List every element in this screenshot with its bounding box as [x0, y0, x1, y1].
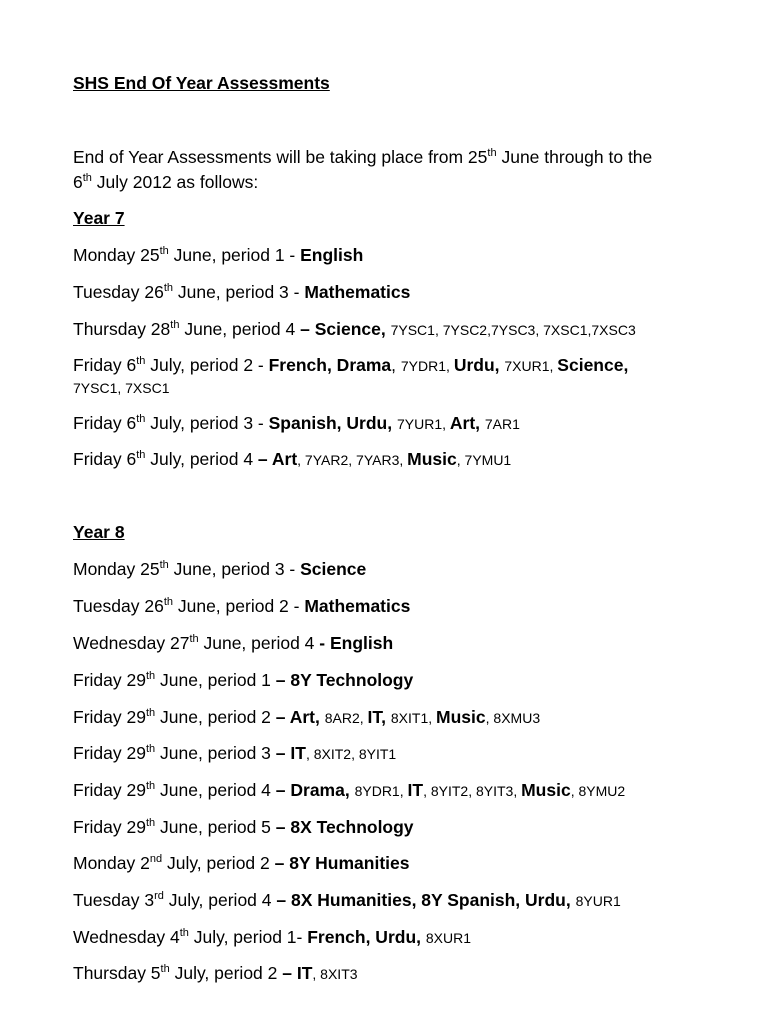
- assessment-day: Thursday 28: [73, 319, 171, 339]
- subject-name: – 8X Humanities, 8Y Spanish, Urdu,: [276, 890, 576, 910]
- schedule-row: [73, 318, 728, 341]
- date-ordinal: th: [159, 559, 169, 571]
- subject-name: - English: [319, 633, 394, 653]
- assessment-time: July, period 4: [163, 890, 277, 910]
- class-codes: 8AR2,: [324, 710, 368, 726]
- schedule-row: [73, 926, 728, 949]
- subject-name: Music: [407, 449, 457, 469]
- subject-name: – Art,: [275, 707, 325, 727]
- assessment-day: Friday 6: [73, 413, 137, 433]
- assessment-day: Wednesday 4: [73, 927, 180, 947]
- date-ordinal: nd: [149, 853, 163, 865]
- assessment-day: Tuesday 3: [73, 890, 155, 910]
- subject-name: – Science,: [300, 319, 391, 339]
- date-ordinal: th: [145, 780, 156, 792]
- schedule-row: [73, 742, 728, 765]
- date-ordinal: th: [159, 245, 169, 257]
- subject-name: Urdu,: [453, 355, 505, 375]
- assessment-time: July, period 1-: [188, 927, 308, 947]
- class-codes: , 8YMU2: [570, 783, 626, 799]
- date-ordinal: th: [145, 817, 156, 829]
- schedule-row-continuation: 7YSC1, 7XSC1: [73, 380, 170, 396]
- assessment-day: Monday 2: [73, 853, 150, 873]
- intro-line-1: [73, 146, 728, 168]
- assessment-day: Friday 6: [73, 355, 137, 375]
- date-ordinal: rd: [154, 890, 164, 902]
- date-ordinal: th: [145, 670, 156, 682]
- class-codes: , 8XMU3: [485, 710, 541, 726]
- assessment-day: Friday 29: [73, 817, 146, 837]
- assessment-day: Thursday 5: [73, 963, 161, 983]
- schedule-row: [73, 706, 728, 729]
- assessment-time: June, period 2: [155, 707, 276, 727]
- subject-name: IT: [407, 780, 424, 800]
- subject-name: French, Drama: [268, 355, 392, 375]
- subject-name: Music: [436, 707, 486, 727]
- assessment-time: June, period 3 -: [173, 282, 305, 302]
- class-codes: , 8XIT2, 8YIT1: [305, 746, 397, 762]
- subject-name: – Art: [257, 449, 298, 469]
- section-heading-year-8: Year 8: [73, 522, 125, 542]
- subject-name: – Drama,: [275, 780, 355, 800]
- subject-name: Mathematics: [304, 282, 411, 302]
- assessment-time: June, period 4: [179, 319, 301, 339]
- subject-name: – 8X Technology: [275, 817, 414, 837]
- intro-text: 6: [73, 172, 83, 192]
- assessment-time: July, period 2 -: [145, 355, 269, 375]
- class-codes: 7AR1: [484, 416, 520, 432]
- schedule-row: [73, 632, 728, 654]
- schedule-row: [73, 354, 728, 377]
- schedule-row: [73, 558, 728, 580]
- assessment-day: Monday 25: [73, 559, 160, 579]
- class-codes: , 7YAR2, 7YAR3,: [297, 452, 408, 468]
- subject-name: Spanish, Urdu,: [268, 413, 397, 433]
- class-codes: 7XUR1,: [504, 358, 558, 374]
- date-ordinal: th: [136, 355, 146, 367]
- assessment-day: Friday 29: [73, 743, 146, 763]
- schedule-row: [73, 852, 728, 874]
- assessment-time: June, period 3 -: [168, 559, 301, 579]
- intro-text: July 2012 as follows:: [91, 172, 259, 192]
- intro-text: June through to the: [496, 147, 653, 167]
- assessment-day: Tuesday 26: [73, 282, 164, 302]
- subject-name: Art,: [449, 413, 485, 433]
- assessment-day: Friday 6: [73, 449, 137, 469]
- assessment-time: June, period 4: [155, 780, 276, 800]
- assessment-day: Friday 29: [73, 670, 146, 690]
- schedule-row: [73, 816, 728, 838]
- date-ordinal: th: [136, 449, 146, 461]
- separator-text: ,: [391, 355, 401, 375]
- schedule-row: [73, 669, 728, 691]
- class-codes: , 8XIT3: [312, 966, 358, 982]
- class-codes: 8YUR1: [575, 893, 621, 909]
- section-heading-year-7: Year 7: [73, 208, 125, 228]
- assessment-time: June, period 5: [155, 817, 276, 837]
- schedule-row: [73, 889, 728, 912]
- document-title: SHS End Of Year Assessments: [73, 73, 330, 93]
- class-codes: 7YDR1,: [400, 358, 454, 374]
- assessment-time: June, period 3: [155, 743, 276, 763]
- subject-name: – 8Y Technology: [275, 670, 414, 690]
- class-codes: 8YDR1,: [354, 783, 408, 799]
- schedule-row: [73, 962, 728, 985]
- subject-name: Science: [300, 559, 367, 579]
- subject-name: – IT: [275, 743, 306, 763]
- assessment-time: June, period 2 -: [173, 596, 305, 616]
- class-codes: 7YUR1,: [396, 416, 450, 432]
- date-ordinal: th: [136, 413, 146, 425]
- date-ordinal: th: [179, 927, 189, 939]
- schedule-row: [73, 244, 728, 266]
- date-ordinal: th: [163, 596, 173, 608]
- class-codes: 7YSC1, 7YSC2,7YSC3, 7XSC1,7XSC3: [390, 322, 636, 338]
- assessment-time: June, period 1 -: [168, 245, 301, 265]
- assessment-time: July, period 3 -: [145, 413, 269, 433]
- date-ordinal: th: [163, 282, 173, 294]
- class-codes: , 8YIT2, 8YIT3,: [423, 783, 522, 799]
- subject-name: French, Urdu,: [307, 927, 426, 947]
- date-ordinal: th: [189, 633, 199, 645]
- intro-ordinal: th: [487, 147, 497, 159]
- schedule-row: [73, 412, 728, 435]
- subject-name: Science,: [557, 355, 629, 375]
- date-ordinal: th: [170, 319, 180, 331]
- class-codes: 8XUR1: [425, 930, 471, 946]
- date-ordinal: th: [160, 963, 170, 975]
- class-codes: 8XIT1,: [390, 710, 437, 726]
- assessment-day: Wednesday 27: [73, 633, 190, 653]
- schedule-row: [73, 779, 728, 802]
- assessment-time: June, period 4: [198, 633, 320, 653]
- assessment-day: Monday 25: [73, 245, 160, 265]
- subject-name: English: [300, 245, 364, 265]
- assessment-day: Tuesday 26: [73, 596, 164, 616]
- assessment-time: June, period 1: [155, 670, 276, 690]
- intro-ordinal: th: [82, 172, 92, 184]
- intro-text: End of Year Assessments will be taking place from 25: [73, 147, 488, 167]
- subject-name: Music: [521, 780, 571, 800]
- class-codes: , 7YMU1: [456, 452, 512, 468]
- subject-name: – 8Y Humanities: [274, 853, 410, 873]
- schedule-row: [73, 448, 728, 471]
- intro-line-2: [73, 171, 728, 193]
- assessment-time: July, period 4: [145, 449, 258, 469]
- subject-name: Mathematics: [304, 596, 411, 616]
- assessment-day: Friday 29: [73, 707, 146, 727]
- assessment-day: Friday 29: [73, 780, 146, 800]
- subject-name: IT,: [367, 707, 391, 727]
- schedule-row: [73, 281, 728, 303]
- assessment-time: July, period 2: [169, 963, 283, 983]
- schedule-row: [73, 595, 728, 617]
- assessment-time: July, period 2: [162, 853, 275, 873]
- date-ordinal: th: [145, 707, 156, 719]
- date-ordinal: th: [145, 743, 156, 755]
- subject-name: – IT: [282, 963, 313, 983]
